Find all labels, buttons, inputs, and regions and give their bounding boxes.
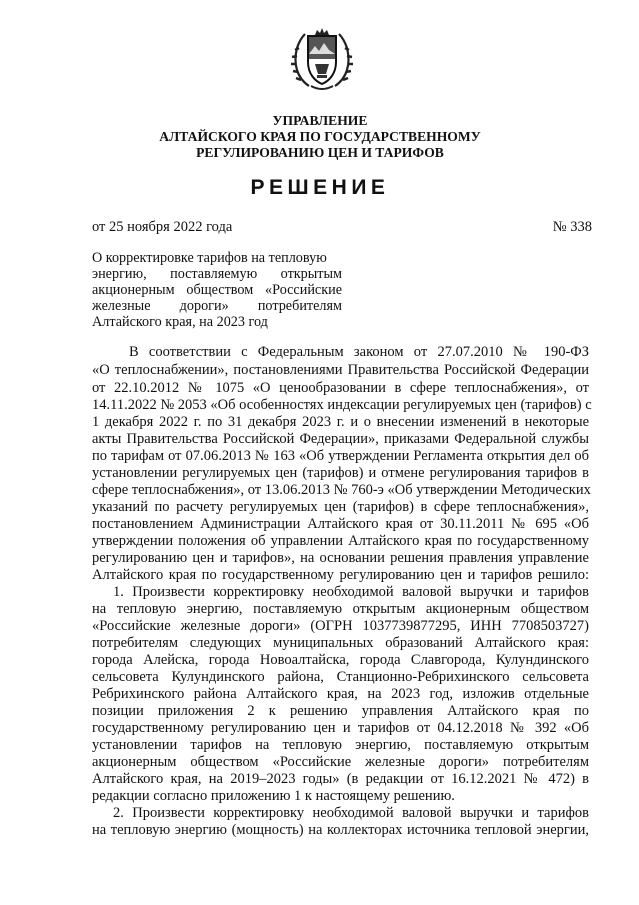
- body-line: установлении регулируемых цен (тарифов) и отмене регулирования тарифов в: [92, 465, 589, 481]
- body-line: акты Правительства Российской Федерации», приказами Федеральной службы: [92, 431, 589, 447]
- body-line: «Российские железные дороги» (ОГРН 1037739877295, ИНН 7708503727): [92, 618, 589, 634]
- body-line: Алтайского края, на 2019–2023 годы» (в редакции от 16.12.2021 № 472) в: [92, 771, 589, 787]
- body-line: 14.11.2022 № 2053 «Об особенностях индексации регулируемых цен (тарифов) с: [92, 397, 592, 413]
- altai-krai-coat-of-arms-icon: [291, 24, 353, 94]
- body-line: «О теплоснабжении», постановлениями Правительства Российской Федерации: [92, 362, 589, 378]
- subject-line: энергию, поставляемую открытым: [92, 266, 342, 282]
- document-number: № 338: [552, 219, 592, 235]
- body-line: позиции приложения 2 к решению управления Алтайского края по: [92, 703, 589, 719]
- agency-name-line-1: УПРАВЛЕНИЕ: [272, 113, 368, 128]
- body-line: на тепловую энергию (мощность) на коллекторах источника тепловой энергии,: [92, 822, 589, 838]
- body-line: утверждении положения об управлении Алтайского края по государственному: [92, 533, 589, 549]
- document-type-title: РЕШЕНИЕ: [250, 176, 390, 199]
- body-line: от 22.10.2012 № 1075 «О ценообразовании в сфере теплоснабжения», от: [92, 380, 589, 396]
- body-line: 1. Произвести корректировку необходимой валовой выручки и тарифов: [113, 584, 589, 600]
- body-line: сфере теплоснабжения», от 13.06.2013 № 760-э «Об утверждении Методических: [92, 482, 591, 498]
- body-line: Алтайского края по государственному регулированию цен и тарифов решило:: [92, 567, 589, 583]
- body-line: Ребрихинского района Алтайского края, на 2023 год, изложив отдельные: [92, 686, 589, 702]
- subject-line: О корректировке тарифов на тепловую: [92, 250, 327, 266]
- body-line: города Алейска, города Новоалтайска, города Славгорода, Кулундинского: [92, 652, 589, 668]
- body-line: сельсовета Кулундинского района, Станционно-Ребрихинского сельсовета: [92, 669, 589, 685]
- agency-name-line-2: АЛТАЙСКОГО КРАЯ ПО ГОСУДАРСТВЕННОМУ: [159, 129, 481, 144]
- subject-line: акционерным обществом «Российские: [92, 282, 342, 298]
- body-line: В соответствии с Федеральным законом от 27.07.2010 № 190-ФЗ: [129, 344, 589, 360]
- body-line: государственному регулированию цен и тарифов от 04.12.2018 № 392 «Об: [92, 720, 589, 736]
- body-line: указаний по расчету регулируемых цен (тарифов) в сфере теплоснабжения»,: [92, 499, 589, 515]
- subject-line: Алтайского края, на 2023 год: [92, 314, 268, 330]
- body-line: установлении тарифов на тепловую энергию, поставляемую открытым: [92, 737, 589, 753]
- body-line: на тепловую энергию, поставляемую открытым акционерным обществом: [92, 601, 589, 617]
- body-line: по тарифам от 07.06.2013 № 163 «Об утверждении Регламента открытия дел об: [92, 448, 589, 464]
- agency-name-line-3: РЕГУЛИРОВАНИЮ ЦЕН И ТАРИФОВ: [196, 145, 444, 160]
- body-line: постановлением Администрации Алтайского края от 30.11.2011 № 695 «Об: [92, 516, 589, 532]
- body-line: потребителям следующих муниципальных образований Алтайского края:: [92, 635, 589, 651]
- document-date: от 25 ноября 2022 года: [92, 219, 233, 235]
- body-line: 1 декабря 2022 г. по 31 декабря 2023 г. и о внесении изменений в некоторые: [92, 414, 589, 430]
- body-line: 2. Произвести корректировку необходимой валовой выручки и тарифов: [113, 805, 589, 821]
- body-line: редакции согласно приложению 1 к настоящему решению.: [92, 788, 455, 804]
- body-line: акционерным обществом «Российские железные дороги» потребителям: [92, 754, 589, 770]
- body-line: регулированию цен и тарифов», на основании решения правления управление: [92, 550, 589, 566]
- subject-line: железные дороги» потребителям: [92, 298, 342, 314]
